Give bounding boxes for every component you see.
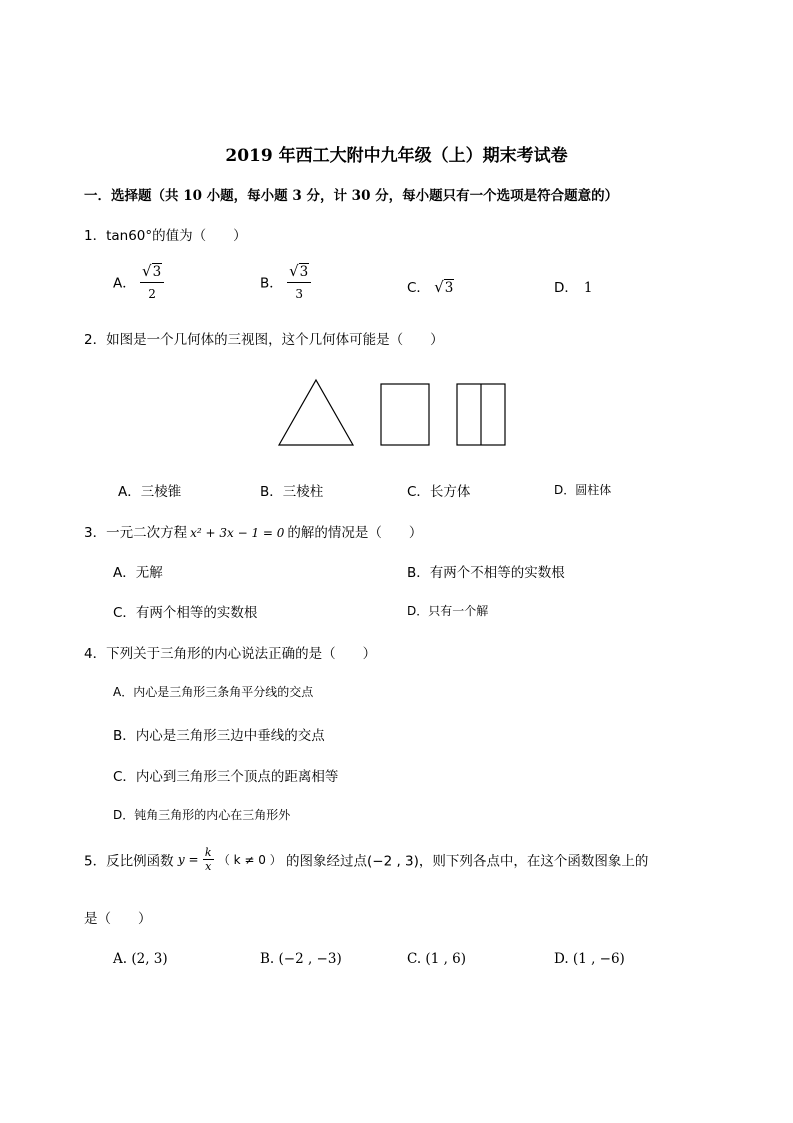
question-1-option-d [554, 276, 593, 296]
question-5-option-d: D. (1 , −6) [554, 951, 625, 967]
front-view-triangle [279, 380, 353, 445]
stem-text: 3．一元二次方程 [84, 525, 188, 541]
question-1-option-a [113, 262, 164, 301]
question-4-option-c: C．内心到三角形三个顶点的距离相等 [113, 769, 339, 785]
question-3-stem [84, 521, 422, 541]
question-4-option-b: B．内心是三角形三边中垂线的交点 [113, 728, 325, 744]
page-title: 2019 年西工大附中九年级（上）期末考试卷 [225, 146, 568, 166]
fraction-sqrt3-over-3: $\frac{√3}{3}$ [287, 262, 311, 301]
question-2-option-c: C．长方体 [407, 484, 471, 500]
fraction-numerator: 3 [152, 264, 162, 280]
side-view-rectangle [381, 384, 429, 445]
fraction-sqrt3-over-2: $\frac{√3}{2}$ [140, 262, 164, 301]
three-view-diagram [270, 375, 520, 450]
question-4-stem: 4．下列关于三角形的内心说法正确的是（ ） [84, 646, 377, 662]
sqrt-3: √3 [434, 278, 454, 296]
option-label: D． [554, 280, 578, 296]
function-lhs: y = [177, 852, 199, 867]
fraction-numerator: k [204, 846, 212, 859]
option-label: A． [113, 275, 136, 292]
question-4-option-a: A．内心是三角形三条角平分线的交点 [113, 685, 314, 699]
fraction-denominator: 2 [148, 287, 156, 301]
question-1-stem: 1．tan60°的值为（ ） [84, 228, 247, 244]
stem-text: 的解的情况是（ ） [287, 525, 423, 541]
question-5-stem-line2: 是（ ） [84, 911, 152, 927]
question-5-option-a: A. (2, 3) [113, 951, 168, 967]
fraction-denominator: 3 [295, 287, 303, 301]
question-2-option-a: A．三棱锥 [118, 484, 182, 500]
equation: x² + 3x − 1 = 0 [190, 526, 285, 540]
option-label: C． [407, 280, 430, 296]
option-label: B． [260, 275, 283, 292]
question-5-stem [84, 846, 648, 873]
question-1-option-c [407, 276, 454, 296]
stem-text: 5．反比例函数 [84, 853, 174, 870]
condition: （ k ≠ 0 ） [217, 853, 282, 867]
fraction-numerator: 3 [299, 264, 309, 280]
question-2-stem: 2．如图是一个几何体的三视图，这个几何体可能是（ ） [84, 332, 444, 348]
question-4-option-d: D．钝角三角形的内心在三角形外 [113, 808, 291, 822]
question-3-option-a: A．无解 [113, 565, 163, 581]
stem-text: 的图象经过点(−2 , 3)，则下列各点中，在这个函数图象上的 [286, 853, 649, 870]
question-3-option-c: C．有两个相等的实数根 [113, 605, 258, 621]
question-5-option-c: C. (1 , 6) [407, 951, 467, 967]
question-3-option-b: B．有两个不相等的实数根 [407, 565, 565, 581]
question-2-option-d: D．圆柱体 [554, 483, 612, 497]
question-1-option-b [260, 262, 311, 301]
question-5-option-b: B. (−2 , −3) [260, 951, 342, 967]
section-heading: 一．选择题（共 10 小题，每小题 3 分，计 30 分，每小题只有一个选项是符合题意的） [84, 188, 619, 204]
question-2-option-b: B．三棱柱 [260, 484, 324, 500]
question-3-option-d: D．只有一个解 [407, 604, 489, 618]
option-value: 1 [583, 280, 593, 296]
fraction-denominator: x [205, 860, 212, 873]
function-fraction [203, 846, 214, 873]
sqrt-argument: 3 [444, 280, 454, 296]
